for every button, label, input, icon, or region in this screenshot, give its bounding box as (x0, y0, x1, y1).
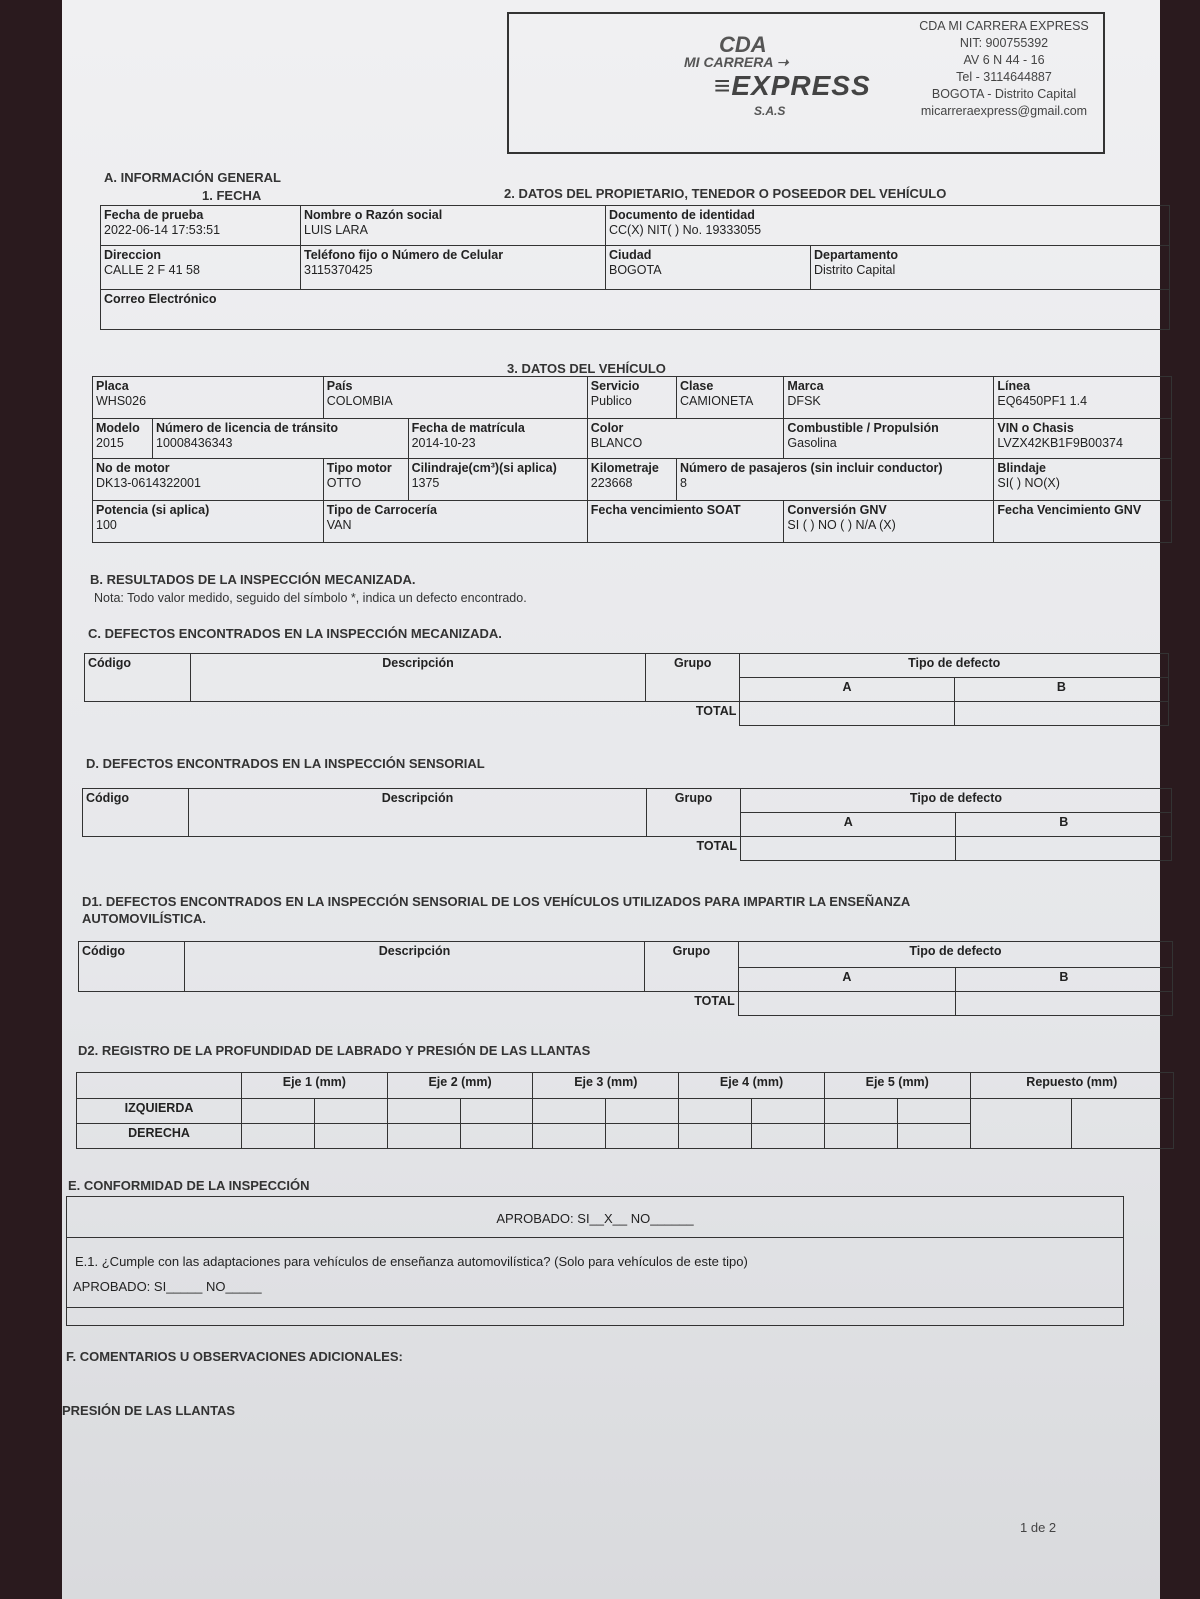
comment-text: PRESIÓN DE LAS LLANTAS (62, 1403, 236, 1418)
table-cell (189, 789, 647, 837)
field-text: Clase (679, 379, 714, 393)
field-text: 223668 (590, 476, 633, 490)
field-text: SI( ) NO(X) (997, 476, 1060, 490)
table-cell (970, 1099, 1072, 1149)
field-text: Número de licencia de tránsito (156, 421, 338, 435)
field-text: Color (590, 421, 624, 435)
field-text: Gasolina (787, 436, 837, 450)
field-text: Publico (590, 394, 632, 408)
field-text: IZQUIERDA (124, 1101, 194, 1115)
table-cell (741, 813, 956, 837)
table-cell (1072, 1099, 1174, 1149)
table-cell (679, 1099, 752, 1124)
vehicle-table (92, 376, 1172, 543)
field-text: Tipo de defecto (908, 656, 1001, 670)
field-text: Ciudad (609, 248, 652, 262)
field-text: TOTAL (695, 704, 737, 718)
table-cell (323, 459, 408, 501)
table-cell (191, 654, 646, 702)
field-text: Grupo (672, 944, 711, 958)
table-cell (738, 968, 955, 992)
field-text: Grupo (674, 791, 713, 805)
table-cell (994, 459, 1172, 501)
field-text: Eje 3 (mm) (574, 1075, 638, 1089)
table-cell (153, 419, 409, 459)
field-text: Tipo de Carrocería (326, 503, 437, 517)
field-text: Potencia (si aplica) (96, 503, 210, 517)
table-cell (93, 501, 324, 543)
fecha-title: 1. FECHA (202, 188, 262, 203)
table-cell (811, 246, 1170, 290)
table-cell (460, 1099, 533, 1124)
field-text: 8 (679, 476, 687, 490)
table-cell (738, 992, 955, 1016)
table-cell (955, 992, 1172, 1016)
table-cell (387, 1099, 460, 1124)
table-cell (79, 992, 739, 1016)
table-cell (101, 246, 301, 290)
field-text: A (842, 970, 852, 984)
table-cell (784, 377, 994, 419)
table-cell (740, 702, 954, 726)
conformity-box (66, 1196, 1124, 1326)
section-d2-title: D2. REGISTRO DE LA PROFUNDIDAD DE LABRADO Y PRESIÓN DE LAS LLANTAS (78, 1043, 591, 1058)
field-text: DERECHA (128, 1126, 190, 1140)
table-cell (676, 377, 783, 419)
table-cell (955, 968, 1172, 992)
table-cell (740, 654, 1169, 678)
table-cell (93, 419, 153, 459)
field-text: COLOMBIA (326, 394, 393, 408)
field-text: Direccion (104, 248, 161, 262)
field-text: Correo Electrónico (104, 292, 217, 306)
field-text: Modelo (96, 421, 140, 435)
field-text: Fecha Vencimiento GNV (997, 503, 1142, 517)
page-number: 1 de 2 (1020, 1520, 1057, 1535)
table-cell (954, 702, 1168, 726)
field-text: OTTO (326, 476, 362, 490)
table-cell (587, 419, 784, 459)
table-cell (460, 1124, 533, 1149)
table-cell (784, 501, 994, 543)
field-text: Descripción (378, 944, 451, 958)
table-cell (77, 1099, 242, 1124)
field-text: Fecha de prueba (104, 208, 204, 222)
table-cell (408, 419, 587, 459)
field-text: A (842, 680, 852, 694)
company-address: AV 6 N 44 - 16 (963, 53, 1045, 67)
field-text: DFSK (787, 394, 821, 408)
field-text: Tipo motor (326, 461, 392, 475)
table-cell (824, 1099, 897, 1124)
field-text: Línea (997, 379, 1031, 393)
field-text: 2022-06-14 17:53:51 (104, 223, 221, 237)
table-cell (387, 1073, 533, 1099)
company-name: CDA MI CARRERA EXPRESS (919, 19, 1089, 33)
field-text: Nombre o Razón social (304, 208, 443, 222)
field-text: LUIS LARA (304, 223, 368, 237)
table-cell (587, 501, 784, 543)
table-cell (994, 377, 1172, 419)
field-text: TOTAL (694, 994, 735, 1008)
table-cell (679, 1124, 752, 1149)
field-text: Departamento (814, 248, 899, 262)
field-text: SI ( ) NO ( ) N/A (X) (787, 518, 896, 532)
section-b-note: Nota: Todo valor medido, seguido del símbolo *, indica un defecto encontrado. (94, 591, 527, 605)
field-text: País (326, 379, 353, 393)
field-text: Fecha de matrícula (411, 421, 525, 435)
field-text: Documento de identidad (609, 208, 755, 222)
table-cell (824, 1124, 897, 1149)
table-cell (387, 1124, 460, 1149)
company-email: micarreraexpress@gmail.com (920, 104, 1088, 118)
field-text: Descripción (381, 791, 454, 805)
owner-title: 2. DATOS DEL PROPIETARIO, TENEDOR O POSEEDOR DEL VEHÍCULO (504, 186, 947, 201)
field-text: Código (88, 656, 132, 670)
table-cell (994, 501, 1172, 543)
table-cell (93, 459, 324, 501)
company-city: BOGOTA - Distrito Capital (931, 87, 1077, 101)
field-text: Combustible / Propulsión (787, 421, 939, 435)
table-cell (77, 1073, 242, 1099)
field-text: CALLE 2 F 41 58 (104, 263, 200, 277)
table-cell (740, 678, 954, 702)
field-text: Placa (96, 379, 129, 393)
table-cell (242, 1073, 388, 1099)
field-text: VIN o Chasis (997, 421, 1074, 435)
section-f-title: F. COMENTARIOS U OBSERVACIONES ADICIONALES: (66, 1349, 403, 1364)
section-e-title: E. CONFORMIDAD DE LA INSPECCIÓN (68, 1178, 310, 1193)
field-text: 2014-10-23 (411, 436, 476, 450)
field-text: Blindaje (997, 461, 1046, 475)
table-cell (301, 246, 606, 290)
table-cell (954, 678, 1168, 702)
table-cell (85, 702, 740, 726)
field-text: Conversión GNV (787, 503, 887, 517)
field-text: LVZX42KB1F9B00374 (997, 436, 1123, 450)
field-text: DK13-0614322001 (96, 476, 201, 490)
table-cell (956, 837, 1172, 861)
field-text: 3115370425 (304, 263, 373, 277)
defects-d1-table (78, 941, 1173, 1016)
field-text: Tipo de defecto (909, 791, 1003, 805)
field-text: Eje 5 (mm) (865, 1075, 929, 1089)
table-cell (645, 942, 739, 992)
table-cell (646, 654, 740, 702)
field-text: Marca (787, 379, 824, 393)
field-text: A (843, 815, 853, 829)
field-text: Kilometraje (590, 461, 659, 475)
table-cell (738, 942, 1172, 968)
field-text: BOGOTA (609, 263, 662, 277)
table-cell (606, 206, 1170, 246)
table-cell (314, 1099, 387, 1124)
field-text: No de motor (96, 461, 170, 475)
approved-line: APROBADO: SI__X__ NO______ (496, 1211, 694, 1226)
field-text: Código (82, 944, 126, 958)
field-text: CAMIONETA (679, 394, 754, 408)
owner-table (100, 205, 1170, 330)
field-text: Cilindraje(cm³)(si aplica) (411, 461, 557, 475)
table-cell (85, 654, 191, 702)
field-text: Repuesto (mm) (1026, 1075, 1118, 1089)
section-c-title: C. DEFECTOS ENCONTRADOS EN LA INSPECCIÓN MECANIZADA. (88, 626, 502, 641)
table-cell (242, 1099, 315, 1124)
field-text: 10008436343 (156, 436, 233, 450)
company-info (904, 18, 1104, 120)
table-cell (606, 246, 811, 290)
table-cell (897, 1099, 970, 1124)
section-d1-title: D1. DEFECTOS ENCONTRADOS EN LA INSPECCIÓN SENSORIAL DE LOS VEHÍCULOS UTILIZADOS PARA IMPARTIR LA ENSEÑANZA AUTOMOVILÍSTICA. (82, 894, 910, 926)
table-cell (408, 459, 587, 501)
field-text: EQ6450PF1 1.4 (997, 394, 1088, 408)
field-text: Eje 2 (mm) (428, 1075, 492, 1089)
field-text: Servicio (590, 379, 640, 393)
field-text: Distrito Capital (814, 263, 896, 277)
table-cell (676, 459, 993, 501)
field-text: Eje 4 (mm) (719, 1075, 784, 1089)
field-text: Código (86, 791, 130, 805)
table-cell (587, 377, 676, 419)
section-a-title: A. INFORMACIÓN GENERAL (104, 170, 281, 185)
table-cell (606, 1124, 679, 1149)
table-cell (83, 837, 741, 861)
table-cell (741, 837, 956, 861)
tire-table (76, 1072, 1174, 1149)
defects-c-table (84, 653, 1169, 726)
field-text: B (1059, 970, 1069, 984)
table-cell (101, 206, 301, 246)
table-cell (587, 459, 676, 501)
field-text: TOTAL (696, 839, 737, 853)
field-text: Grupo (673, 656, 712, 670)
table-cell (242, 1124, 315, 1149)
table-cell (606, 1099, 679, 1124)
table-cell (101, 290, 1170, 330)
field-text: CC(X) NIT( ) No. 19333055 (609, 223, 762, 237)
vehicle-title: 3. DATOS DEL VEHÍCULO (507, 361, 666, 376)
company-tel: Tel - 3114644887 (956, 70, 1052, 84)
table-cell (752, 1099, 825, 1124)
field-text: Descripción (382, 656, 454, 670)
table-cell (533, 1124, 606, 1149)
header-box (507, 12, 1105, 154)
e1-approved: APROBADO: SI_____ NO_____ (73, 1279, 262, 1294)
table-cell (533, 1099, 606, 1124)
field-text: Fecha vencimiento SOAT (590, 503, 741, 517)
table-cell (824, 1073, 970, 1099)
table-cell (185, 942, 645, 992)
field-text: 2015 (96, 436, 124, 450)
table-cell (83, 789, 189, 837)
field-text: 100 (96, 518, 117, 532)
table-cell (994, 419, 1172, 459)
table-cell (784, 419, 994, 459)
company-logo: CDA MI CARRERA ➝ ≡EXPRESS S.A.S (684, 32, 871, 118)
section-b-title: B. RESULTADOS DE LA INSPECCIÓN MECANIZADA. (90, 572, 416, 587)
field-text: WHS026 (96, 394, 147, 408)
section-d-title: D. DEFECTOS ENCONTRADOS EN LA INSPECCIÓN SENSORIAL (86, 756, 485, 771)
table-cell (314, 1124, 387, 1149)
table-cell (301, 206, 606, 246)
table-cell (679, 1073, 825, 1099)
table-cell (93, 377, 324, 419)
table-cell (956, 813, 1172, 837)
field-text: BLANCO (590, 436, 643, 450)
field-text: B (1059, 815, 1069, 829)
company-nit: NIT: 900755392 (959, 36, 1049, 50)
table-cell (647, 789, 741, 837)
document-page (62, 0, 1160, 1599)
field-text: VAN (326, 518, 352, 532)
field-text: Eje 1 (mm) (282, 1075, 346, 1089)
field-text: Tipo de defecto (909, 944, 1002, 958)
table-cell (77, 1124, 242, 1149)
table-cell (970, 1073, 1173, 1099)
table-cell (323, 377, 587, 419)
table-cell (897, 1124, 970, 1149)
table-cell (79, 942, 185, 992)
field-text: Número de pasajeros (sin incluir conductor) (679, 461, 943, 475)
e1-question: E.1. ¿Cumple con las adaptaciones para vehículos de enseñanza automovilística? (Solo para vehículos de este tipo) (75, 1254, 748, 1269)
defects-d-table (82, 788, 1172, 861)
field-text: 1375 (411, 476, 440, 490)
field-text: B (1056, 680, 1066, 694)
table-cell (752, 1124, 825, 1149)
field-text: Teléfono fijo o Número de Celular (304, 248, 504, 262)
table-cell (741, 789, 1172, 813)
table-cell (323, 501, 587, 543)
table-cell (533, 1073, 679, 1099)
